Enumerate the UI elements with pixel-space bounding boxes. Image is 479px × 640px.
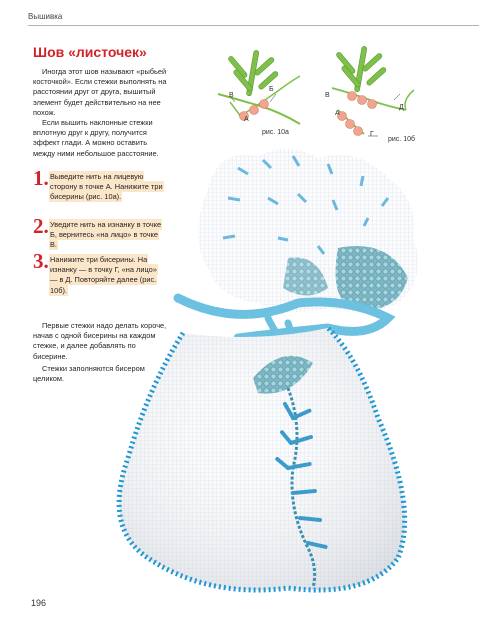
label-g: Г: [370, 131, 374, 138]
label-a: А: [335, 110, 340, 117]
intro-paragraph: Если вышить наклонные стежки вплотную друг к другу, получится эффект глади. А можно оставить между ними небольшое расстояние.: [33, 118, 159, 158]
running-header: [28, 10, 479, 26]
intro-paragraph: Иногда этот шов называют «рыбьей косточкой». Если стежки выполнять на расстоянии друг от друга, вышитый элемент будет действительно на нее похож.: [33, 67, 167, 117]
page-number: 196: [31, 598, 47, 608]
step-text: Нанижите три бисерины. На изнанку — в точку Г, «на лицо» — в Д. Повторяйте далее (рис. 10б).: [50, 255, 157, 295]
label-b: Б: [269, 86, 274, 93]
sachet-photo: [88, 128, 479, 618]
section-name: Вышивка: [28, 12, 63, 21]
label-d: Д: [399, 104, 404, 111]
step-text: Уведите нить на изнанку в точке Б, вернитесь «на лицо» в точке В.: [50, 220, 162, 250]
label-a: А: [244, 116, 249, 123]
figure-10b-caption: рис. 10б: [388, 136, 415, 143]
step-text: Выведите нить на лицевую сторону в точке А. Нанижите три бисерины (рис. 10а).: [50, 172, 163, 202]
figure-10a-caption: рис. 10а: [262, 129, 289, 136]
label-v: В: [229, 92, 234, 99]
step-number: 3.: [33, 249, 49, 273]
outro-paragraph: Первые стежки надо делать короче, начав с одной бисерины на каждом стежке, и далее добавлять по бисерине.: [33, 321, 167, 361]
step-number: 2.: [33, 214, 49, 238]
step-number: 1.: [33, 166, 49, 190]
label-v: В: [325, 92, 330, 99]
outro-paragraph: Стежки заполняются бисером целиком.: [33, 363, 145, 384]
page-title: Шов «листочек»: [33, 44, 147, 60]
